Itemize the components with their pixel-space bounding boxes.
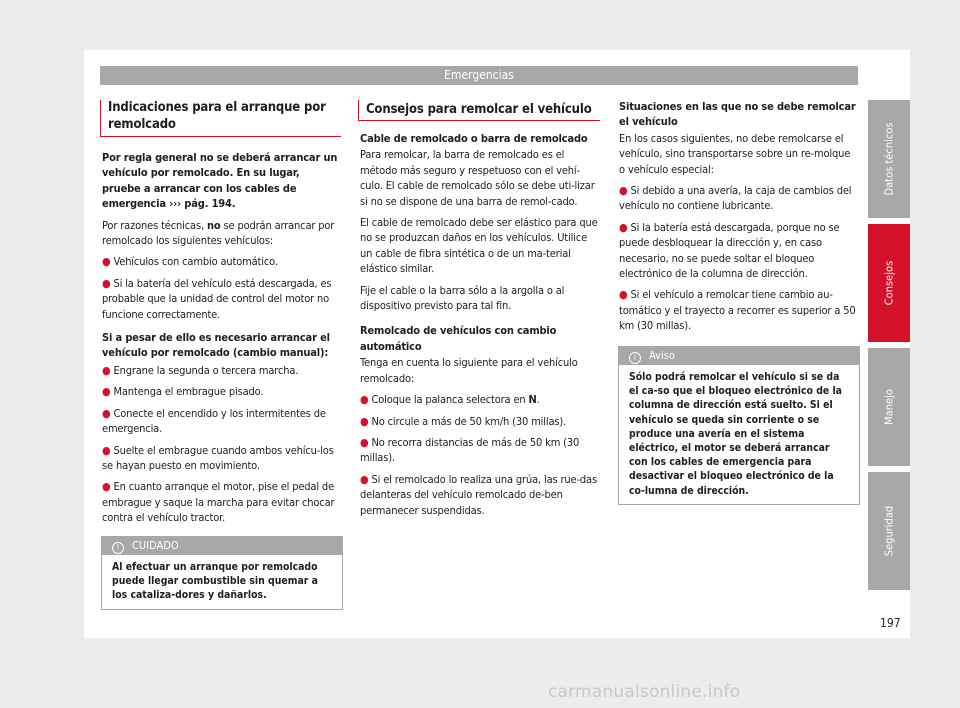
- column-1: [108, 99, 340, 139]
- list-item: ● No recorra distancias de más de 50 km (30 millas).: [360, 435, 580, 465]
- col2-bullet-list: [360, 392, 600, 518]
- bullet-icon: ●: [619, 220, 631, 234]
- intro-text: Por regla general no se deberá arrancar un vehículo por remolcado. En su lugar, pruebe a arrancar con los cables de emergencia ››› pág. 194.: [102, 151, 338, 211]
- col2-title: Consejos para remolcar el vehículo: [366, 102, 592, 117]
- list-item: ● Suelte el embrague cuando ambos vehícu-los se hayan puesto en movimiento.: [102, 443, 334, 472]
- bullet-icon: ●: [102, 443, 114, 457]
- technical-reasons: [102, 218, 340, 249]
- list-item: ● Conecte el encendido y los intermitentes de emergencia.: [102, 406, 326, 436]
- tab-datos-tecnicos[interactable]: Datos técnicos: [868, 100, 910, 218]
- col1-title-rule: [100, 136, 341, 137]
- p2-post: se podrán arrancar por remolcado los siguientes vehículos:: [102, 218, 335, 248]
- list-item: ● No circule a más de 50 km/h (30 millas).: [360, 414, 567, 428]
- notice-text: Sólo podrá remolcar el vehículo si se da el ca-so que el bloqueo electrónico de la columna de dirección está suelto. Si el vehículo se queda sin corriente o se produce una avería en el sistema eléctrico, el motor se deberá arrancar con los cables de emergencia para desactivar el bloqueo electrónico de la co-lumna de dirección.: [629, 371, 842, 497]
- bullet-icon: ●: [360, 472, 372, 486]
- list-item: ● Si el vehículo a remolcar tiene cambio au-tomático y el trayecto a recorrer es superior a 50 km (30 millas).: [619, 288, 856, 333]
- tab-manejo[interactable]: Manejo: [868, 348, 910, 466]
- caution-text: Al efectuar un arranque por remolcado puede llegar combustible sin quemar a los cataliza-dores y dañarlos.: [112, 561, 318, 602]
- col3-bullet-list: [619, 183, 859, 334]
- bullet-icon: ●: [102, 363, 114, 377]
- column-2-body: [360, 131, 600, 524]
- column-3-body: [619, 99, 859, 340]
- list-item: ● Si el remolcado lo realiza una grúa, las rue-das delanteras del vehículo remolcado de-ben permanecer suspendidas.: [360, 472, 597, 517]
- col2-p4: Tenga en cuenta lo siguiente para el vehículo remolcado:: [360, 356, 578, 385]
- list-item: ● Vehículos con cambio automático.: [102, 255, 278, 269]
- notice-header: [619, 347, 859, 365]
- bullet-icon: ●: [360, 435, 372, 449]
- caution-box: [101, 536, 343, 610]
- bullet-icon: ●: [619, 288, 631, 302]
- col1-title: Indicaciones para el arranque por remolcado: [108, 100, 326, 132]
- list-item: ● Si la batería está descargada, porque no se puede desbloquear la dirección y, en caso necesario, no se puede soltar el bloqueo electrónico de la columna de dirección.: [619, 220, 840, 281]
- col2-p3: Fije el cable o la barra sólo a la argolla o al dispositivo previsto para tal fin.: [360, 283, 565, 313]
- section-header: Emergencias: [100, 66, 858, 85]
- col2-title-rule: [358, 120, 600, 121]
- list-item: ● Coloque la palanca selectora en N.: [360, 393, 540, 407]
- bullet-list-1: [102, 254, 340, 322]
- caution-label: CUIDADO: [132, 539, 179, 552]
- bullet-icon: ●: [102, 276, 114, 290]
- column-1-body: [102, 150, 340, 532]
- col2-sub2: Remolcado de vehículos con cambio automático: [360, 324, 557, 353]
- list-item: ● Si debido a una avería, la caja de cambios del vehículo no contiene lubricante.: [619, 184, 852, 213]
- notice-label: Aviso: [649, 349, 675, 362]
- bullet-icon: ●: [102, 480, 114, 494]
- page-ref-link[interactable]: ››› pág. 194: [169, 197, 232, 211]
- bullet-icon: ●: [102, 385, 114, 399]
- list-item: ● En cuanto arranque el motor, pise el pedal de embrague y saque la marcha para evitar chocar contra el vehículo tractor.: [102, 480, 335, 525]
- bullet-icon: ●: [360, 393, 372, 407]
- intro-bold: Por regla general no se deberá arrancar un vehículo por remolcado. En su lugar, pruebe a arrancar con los cables de emergencia: [102, 151, 338, 211]
- bullet-icon: ●: [360, 414, 372, 428]
- col1-title-bar: [100, 100, 101, 136]
- col2-title-bar: [358, 100, 359, 120]
- col3-p1: En los casos siguientes, no debe remolcarse el vehículo, sino transportarse sobre un re-molque o vehículo especial:: [619, 131, 851, 176]
- bullet-icon: ●: [619, 184, 631, 198]
- col1-subtitle: Si a pesar de ello es necesario arrancar el vehículo por remolcado (cambio manual):: [102, 331, 330, 360]
- list-item: ● Engrane la segunda o tercera marcha.: [102, 363, 299, 377]
- watermark: carmanualsonline.info: [548, 682, 741, 702]
- col3-sub: Situaciones en las que no se debe remolcar el vehículo: [619, 100, 856, 129]
- col2-p1: Para remolcar, la barra de remolcado es el método más seguro y respetuoso con el vehí-culo. El cable de remolcado sólo se debe uti-lizar si no se dispone de una barra de remol-cado.: [360, 148, 595, 208]
- page-number: 197: [880, 616, 901, 630]
- tab-consejos[interactable]: Consejos: [868, 224, 910, 342]
- bullet-list-2: [102, 363, 340, 526]
- info-icon: i: [629, 352, 641, 364]
- caution-header: [102, 537, 342, 555]
- list-item: ● Si la batería del vehículo está descargada, es probable que la unidad de control del motor no funcione correctamente.: [102, 276, 332, 321]
- tab-seguridad[interactable]: Seguridad: [868, 472, 910, 590]
- bullet-icon: ●: [102, 406, 114, 420]
- bullet-icon: ●: [102, 255, 114, 269]
- p2-bold: no: [206, 218, 221, 232]
- warning-circle-icon: !: [112, 542, 124, 554]
- col2-sub1: Cable de remolcado o barra de remolcado: [360, 132, 588, 145]
- notice-box: [618, 346, 860, 505]
- list-item: ● Mantenga el embrague pisado.: [102, 385, 264, 399]
- p2-pre: Por razones técnicas,: [102, 218, 207, 232]
- col2-p2: El cable de remolcado debe ser elástico para que no se produzcan daños en los vehículos. Utilice un cable de fibra sintética o de un ma-terial elástico similar.: [360, 216, 598, 276]
